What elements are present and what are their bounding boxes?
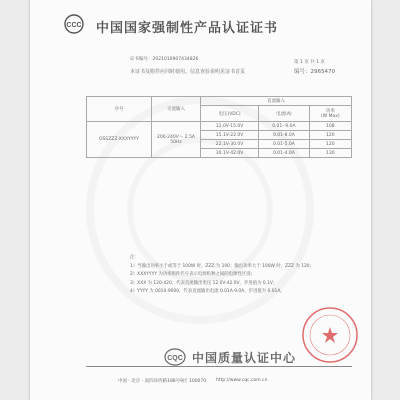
usage-note: 本证书及附件应同时使用。信息查验说明见证书首页 xyxy=(130,69,246,75)
power-cell: 120 xyxy=(309,140,351,149)
issuer-website[interactable]: http://www.cqc.com.cn xyxy=(216,378,268,383)
current-cell: 0.01-5.0A xyxy=(259,140,310,149)
header-current: 电流(A) xyxy=(259,106,310,122)
note-line: 1）当输出功率小于或等于 100W 时，ZZZ 为 100；输出功率大于 100W 时，ZZZ 为 120； xyxy=(130,263,314,269)
serial-number xyxy=(294,67,335,75)
header-seq: 序号 xyxy=(87,97,152,122)
issuer-address: 中国 · 北京 · 南四环西路188号9区 100070 xyxy=(118,379,207,384)
note-line: 2）XXXYYYY 为功率组件代号表示电源机种之间的电源性区别； xyxy=(130,272,255,278)
svg-text:CCC: CCC xyxy=(66,22,82,29)
voltage-cell: 15.1V-22.0V xyxy=(201,131,259,140)
page-indicator: 第 1 页 共 1 页 xyxy=(294,60,325,65)
voltage-cell: 30.1V-42.0V xyxy=(201,149,259,158)
issuer-name: 中国质量认证中心 xyxy=(192,351,297,365)
power-cell: 130 xyxy=(309,149,351,158)
red-seal-icon xyxy=(300,305,360,365)
current-cell: 0.01-8.0A xyxy=(259,131,310,140)
certificate-title: 中国国家强制性产品认证证书 xyxy=(96,21,279,36)
header-voltage: 电压(VDC) xyxy=(201,106,259,122)
serial-number-value: 2965470 xyxy=(310,69,336,75)
note-line: 3）XXX 为 120-420，代表直流输出电压 12.0V-42.0V，步进值为 0.1V； xyxy=(130,280,278,286)
header-ac: 交流输入 xyxy=(152,97,201,122)
certificate-number: 证书编号：2021010907434826 xyxy=(130,57,199,62)
ccc-logo-icon xyxy=(64,14,84,34)
note-line: 注： xyxy=(130,255,139,260)
header-dc: 直流输入 xyxy=(201,97,352,106)
voltage-cell: 12.0V-15.0V xyxy=(201,122,259,131)
model-cell: OSSZZZ-XXXYYYY xyxy=(87,122,152,158)
notes-block xyxy=(130,254,314,297)
current-cell: 0.01-4.0A xyxy=(259,149,310,158)
current-cell: 0.01- 9.0A xyxy=(259,122,310,131)
footer-divider xyxy=(86,366,352,367)
spec-table xyxy=(86,96,352,158)
cqc-logo-icon xyxy=(164,348,186,366)
power-cell: 108 xyxy=(309,122,351,131)
certificate-header xyxy=(30,6,371,36)
power-cell: 120 xyxy=(309,131,351,140)
certificate-sheet xyxy=(30,0,371,400)
note-line: 4）YYYY 为 0010-9000，代表直流输出电流 0.01A-9.0A，步进值为 0.01A。 xyxy=(130,289,285,295)
table-row xyxy=(87,122,352,131)
ac-cell: 200-240V～ 2.5A 50Hz xyxy=(152,122,201,158)
header-power: 功率 (W Max) xyxy=(309,106,351,122)
svg-text:CQC: CQC xyxy=(167,355,183,362)
voltage-cell: 22.1V-30.0V xyxy=(201,140,259,149)
serial-number-label: 编号： xyxy=(294,69,311,75)
